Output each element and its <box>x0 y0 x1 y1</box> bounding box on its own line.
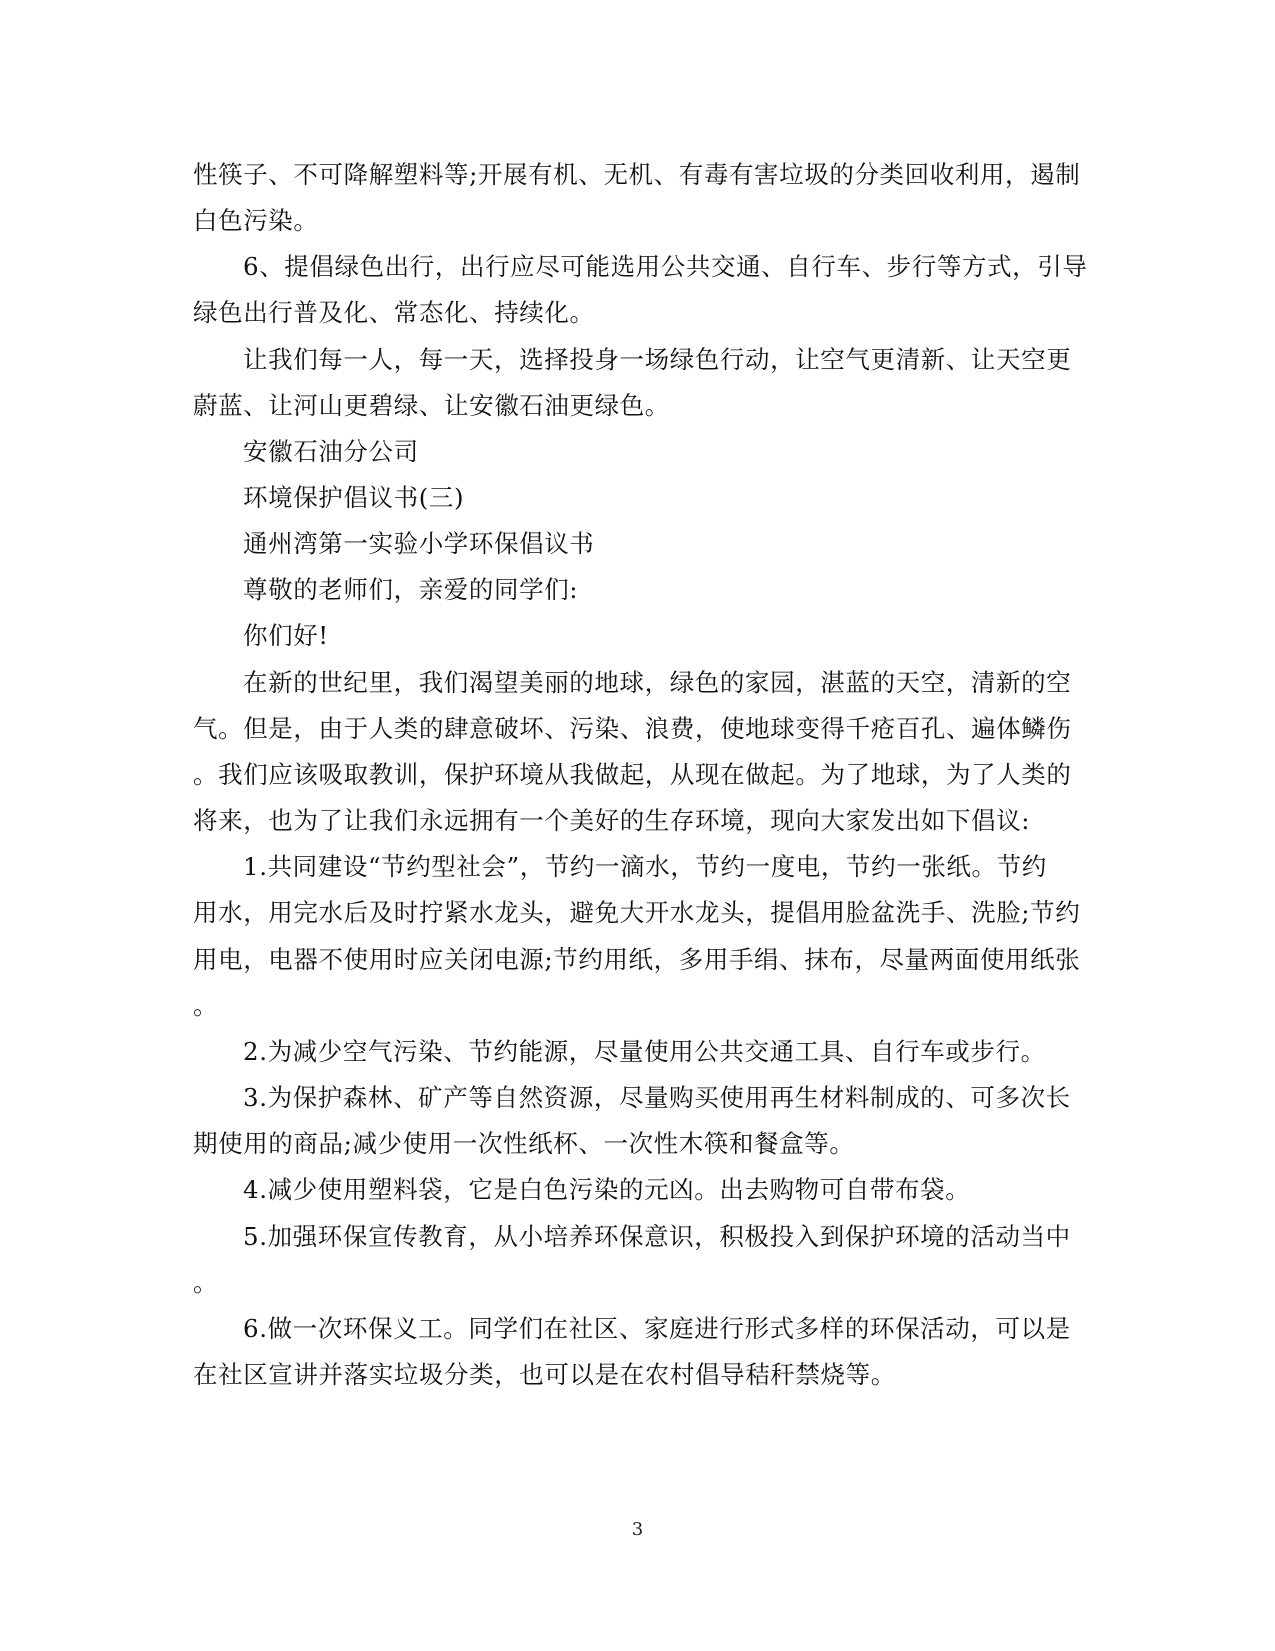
text-line: 6、提倡绿色出行，出行应尽可能选用公共交通、自行车、步行等方式，引导 <box>243 252 1088 281</box>
text-line: 。 <box>193 991 219 1020</box>
text-line: 2.为减少空气污染、节约能源，尽量使用公共交通工具、自行车或步行。 <box>243 1037 1046 1066</box>
text-line: 气。但是，由于人类的肆意破坏、污染、浪费，使地球变得千疮百孔、遍体鳞伤 <box>193 714 1072 743</box>
text-line: 6.做一次环保义工。同学们在社区、家庭进行形式多样的环保活动，可以是 <box>243 1314 1071 1343</box>
text-line: 用电，电器不使用时应关闭电源;节约用纸，多用手绢、抹布，尽量两面使用纸张 <box>193 945 1081 974</box>
text-line: 4.减少使用塑料袋，它是白色污染的元凶。出去购物可自带布袋。 <box>243 1175 971 1204</box>
text-line: 1.共同建设“节约型社会”，节约一滴水，节约一度电，节约一张纸。节约 <box>243 852 1047 881</box>
text-line: 将来，也为了让我们永远拥有一个美好的生存环境，现向大家发出如下倡议: <box>193 806 1031 835</box>
page-number: 3 <box>631 1519 644 1540</box>
text-line: 尊敬的老师们，亲爱的同学们: <box>243 575 579 604</box>
text-line: 让我们每一人，每一天，选择投身一场绿色行动，让空气更清新、让天空更 <box>243 345 1072 374</box>
text-line: 5.加强环保宣传教育，从小培养环保意识，积极投入到保护环境的活动当中 <box>243 1222 1071 1251</box>
text-line: 期使用的商品;减少使用一次性纸杯、一次性木筷和餐盒等。 <box>193 1129 855 1158</box>
text-line: 。 <box>193 1268 219 1297</box>
text-line: 用水，用完水后及时拧紧水龙头，避免大开水龙头，提倡用脸盆洗手、洗脸;节约 <box>193 898 1081 927</box>
text-line: 白色污染。 <box>193 206 319 235</box>
text-line: 安徽石油分公司 <box>243 437 419 466</box>
text-line: 3.为保护森林、矿产等自然资源，尽量购买使用再生材料制成的、可多次长 <box>243 1083 1071 1112</box>
text-line: 在社区宣讲并落实垃圾分类，也可以是在农村倡导秸秆禁烧等。 <box>193 1360 896 1389</box>
text-line: 在新的世纪里，我们渴望美丽的地球，绿色的家园，湛蓝的天空，清新的空 <box>243 668 1072 697</box>
text-line: 通州湾第一实验小学环保倡议书 <box>243 529 595 558</box>
text-line: 你们好! <box>243 621 329 650</box>
text-line: 。我们应该吸取教训，保护环境从我做起，从现在做起。为了地球，为了人类的 <box>193 760 1072 789</box>
text-line: 蔚蓝、让河山更碧绿、让安徽石油更绿色。 <box>193 391 670 420</box>
text-line: 性筷子、不可降解塑料等;开展有机、无机、有毒有害垃圾的分类回收利用，遏制 <box>193 160 1081 189</box>
text-line: 绿色出行普及化、常态化、持续化。 <box>193 298 595 327</box>
section-title: 环境保护倡议书(三) <box>243 483 465 512</box>
